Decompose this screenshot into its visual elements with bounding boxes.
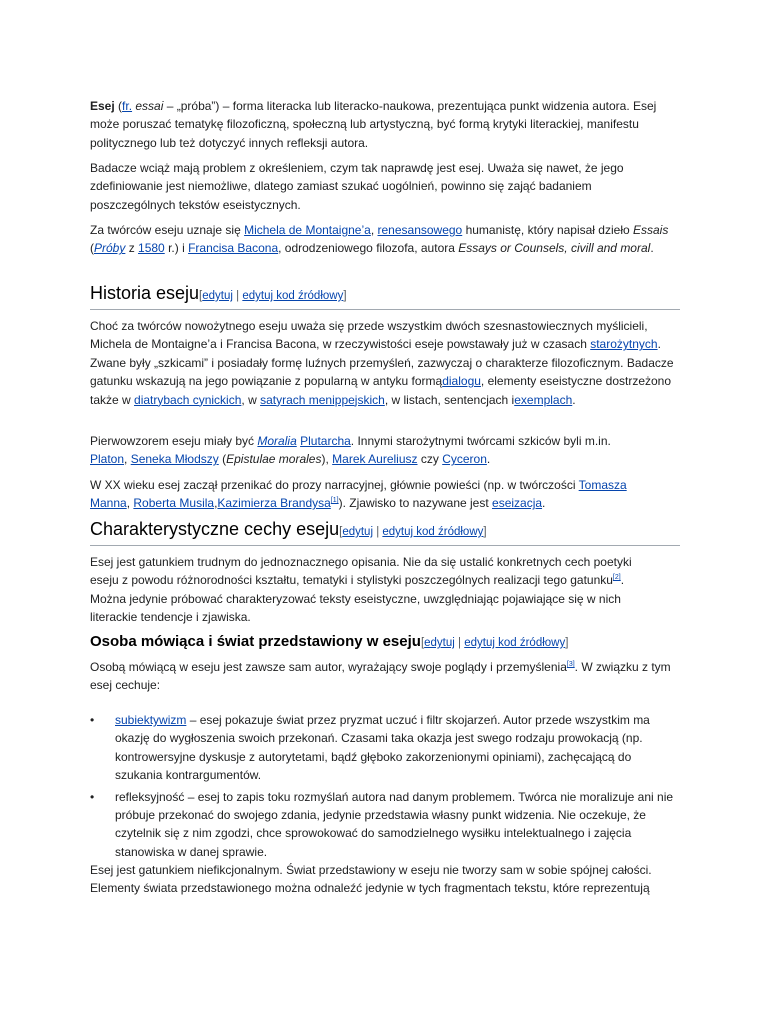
edit-links: [edytuj | edytuj kod źródłowy] xyxy=(199,290,347,302)
edit-source-link[interactable]: edytuj kod źródłowy xyxy=(242,290,344,302)
subsection-heading-speaker: Osoba mówiąca i świat przedstawiony w eseju[edytuj | edytuj kod źródłowy] xyxy=(90,633,569,650)
speaker-paragraph-1: Osobą mówiącą w eseju jest zawsze sam autor, wyrażający swoje poglądy i przemyślenia[3]. W związku z tym esej cechuje: xyxy=(90,660,671,693)
link-fr[interactable]: fr. xyxy=(122,99,133,113)
link-bacon[interactable]: Francisa Bacona xyxy=(188,241,279,256)
link-exemplach[interactable]: exemplach xyxy=(514,392,573,407)
reference-1[interactable]: [1] xyxy=(330,497,339,505)
link-moralia[interactable]: Moralia xyxy=(257,434,297,448)
speaker-paragraph-2: Esej jest gatunkiem niefikcjonalnym. Świat przedstawiony w eseju nie tworzy sam w sobie spójnej całości. Elementy świata przedstawionego można odnaleźć jedynie w tych fragmentach tekstu, które reprezentują xyxy=(90,863,652,896)
intro-paragraph-2: Badacze wciąż mają problem z określeniem, czym tak naprawdę jest esej. Uważa się nawet, że jego zdefiniowanie jest niemożliwe, dlatego zamiast szukać uogólnień, powinno się zająć badaniem poszczególnych tekstów eseistycznych. xyxy=(90,161,624,212)
list-item: • subiektywizm – esej pokazuje świat przez pryzmat uczuć i filtr skojarzeń. Autor przede wszystkim ma okazję do wygłoszenia swoich przekonań. Czasami taka okazja jest swego rodzaju prowokacją (np. kontrowersyjne dyskusje z autorytetami, bądź głęboko zakorzenionymi opiniami), zachęcającą do szukania kontrargumentów. xyxy=(90,713,650,783)
link-starozytnych[interactable]: starożytnych xyxy=(590,337,658,352)
edit-link[interactable]: edytuj xyxy=(202,290,233,302)
history-paragraph-2: Pierwowzorem eseju miały być Moralia Plutarcha. Innymi starożytnymi twórcami szkiców byli m.in. Platon, Seneka Młodszy (Epistulae morales), Marek Aureliusz czy Cyceron. xyxy=(90,434,611,467)
link-satyry[interactable]: satyrach menippejskich xyxy=(260,392,385,407)
link-dialogu[interactable]: dialogu xyxy=(442,374,481,389)
link-montaigne[interactable]: Michela de Montaigne’a xyxy=(244,223,371,237)
reference-3[interactable]: [3] xyxy=(566,661,575,668)
feature-list xyxy=(90,711,678,861)
link-plutarcha[interactable]: Plutarcha xyxy=(300,434,351,448)
list-item: • refleksyjność – esej to zapis toku rozmyślań autora nad danym problemem. Twórca nie moralizuje ani nie próbuje przekonać do swojego zdania, jedynie przedstawia własny punkt widzenia. Nie oczekuje, że czytelnik się z nim zgodzi, chce sprowokować do samodzielnego wysiłku intelektualnego i zajęcia stanowiska w danej sprawie. xyxy=(90,789,674,859)
history-paragraph-3: W XX wieku esej zaczął przenikać do prozy narracyjnej, głównie powieści (np. w twórczości Tomasza Manna, Roberta Musila,Kazimierza Brandysa[1]). Zjawisko to nazywane jest eseizacja. xyxy=(90,478,627,511)
section-heading-features: Charakterystyczne cechy eseju[edytuj | edytuj kod źródłowy] xyxy=(90,518,680,546)
section-heading-history: Historia eseju[edytuj | edytuj kod źródłowy] xyxy=(90,282,680,310)
link-diatryby[interactable]: diatrybach cynickich xyxy=(134,392,242,407)
edit-source-link[interactable]: edytuj kod źródłowy xyxy=(382,526,484,538)
link-1580[interactable]: 1580 xyxy=(138,241,165,256)
link-cyceron[interactable]: Cyceron xyxy=(442,452,487,467)
intro-paragraph-3: Za twórców eseju uznaje się Michela de Montaigne’a, renesansowego humanistę, który napisał dzieło Essais (Próby z 1580 r.) i Francisa Bacona, odrodzeniowego filozofa, autora Essays or Counsels, civill and moral. xyxy=(90,223,669,256)
features-paragraph-1: Esej jest gatunkiem trudnym do jednoznacznego opisania. Nie da się ustalić konkretnych cech poetyki eseju z powodu różnorodności kształtu, tematyki i stylistyki poszczególnych realizacji tego gatunku[2]. Można jedynie próbować charakteryzować teksty eseistyczne, uwzględniając pojawiające się w nich literackie tendencje i zjawiska. xyxy=(90,555,632,625)
history-paragraph-1: Choć za twórców nowożytnego eseju uważa się przede wszystkim dwóch szesnastowiecznych myślicieli, Michela de Montaigne’a i Francisa Bacona, w rzeczywistości eseje powstawały już w czasach starożytnych. Zwane były „szkicami” i posiadały formę luźnych przemyśleń, zazwyczaj o charakterze filozoficznym. Badacze gatunku wskazują na jego powiązanie z popularną w antyku formądialogu, elementy eseistyczne dostrzeżono także w diatrybach cynickich, w satyrach menippejskich, w listach, sentencjach iexemplach. xyxy=(90,319,674,407)
link-eseizacja[interactable]: eseizacja xyxy=(492,496,543,511)
term-esej: Esej xyxy=(90,99,115,113)
bullet-icon: • xyxy=(90,713,95,727)
link-platon[interactable]: Platon xyxy=(90,452,125,467)
edit-links: [edytuj | edytuj kod źródłowy] xyxy=(339,526,487,538)
link-musil[interactable]: Roberta Musila xyxy=(133,496,215,511)
intro-paragraph-1: Esej (fr. essai – „próba”) – forma literacka lub literacko-naukowa, prezentująca punkt widzenia autora. Esej może poruszać tematykę filozoficzną, społeczną lub artystyczną, być formą krytyki literackiej, manifestu politycznego lub też dotyczyć innych refleksji autora. xyxy=(90,99,657,150)
edit-source-link[interactable]: edytuj kod źródłowy xyxy=(464,637,566,649)
link-renesansowego[interactable]: renesansowego xyxy=(377,223,463,237)
reference-2[interactable]: [2] xyxy=(612,574,621,582)
link-brandys[interactable]: Kazimierza Brandysa xyxy=(217,496,331,511)
link-subiektywizm[interactable]: subiektywizm xyxy=(115,713,187,727)
edit-link[interactable]: edytuj xyxy=(342,526,373,538)
link-proby[interactable]: Próby xyxy=(94,241,126,256)
link-mann[interactable]: Tomasza Manna xyxy=(90,478,627,511)
link-marek[interactable]: Marek Aureliusz xyxy=(332,452,418,467)
edit-link[interactable]: edytuj xyxy=(424,637,455,649)
bullet-icon: • xyxy=(90,789,95,804)
link-seneka[interactable]: Seneka Młodszy xyxy=(130,452,219,467)
edit-links: [edytuj | edytuj kod źródłowy] xyxy=(420,637,569,649)
